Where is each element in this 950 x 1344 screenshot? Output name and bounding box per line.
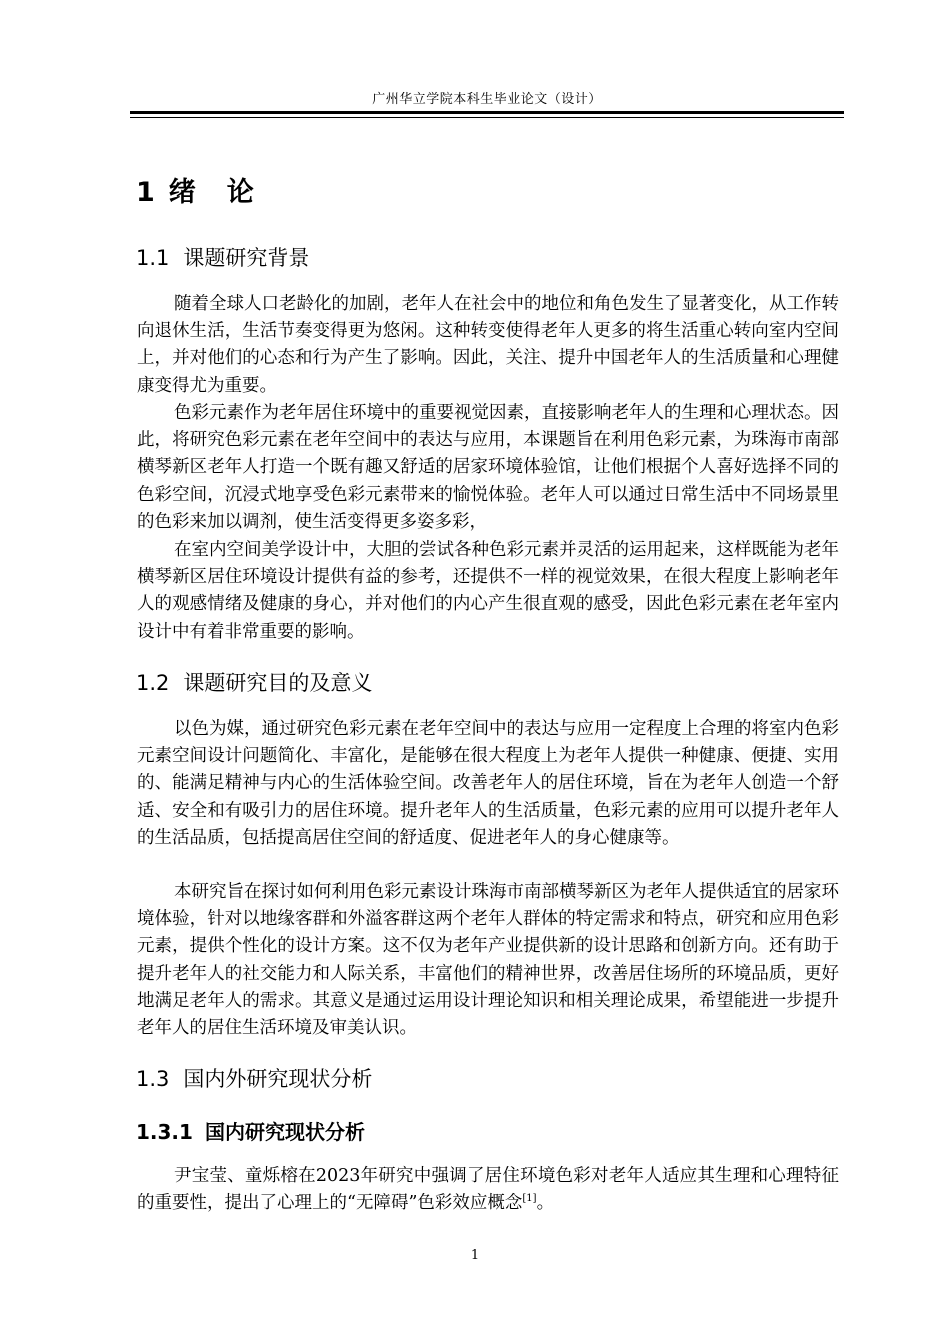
chapter-title-text: 绪 论 bbox=[168, 177, 256, 208]
subsection-title-text: 国内研究现状分析 bbox=[204, 1120, 365, 1144]
section-title-1-2 bbox=[136, 667, 372, 697]
paragraph: 本研究旨在探讨如何利用色彩元素设计珠海市南部横琴新区为老年人提供适宜的居家环境体验，针对以地缘客群和外溢客群这两个老年人群体的特定需求和特点，研究和应用色彩元素，提供个性化的设计方案。这不仅为老年产业提供新的设计思路和创新方向。还有助于提升老年人的社交能力和人际关系，丰富他们的精神世界，改善居住场所的环境品质，更好地满足老年人的需求。其意义是通过运用设计理论知识和相关理论成果，希望能进一步提升老年人的居住生活环境及审美认识。 bbox=[137, 882, 839, 1039]
section-title-text: 课题研究背景 bbox=[183, 246, 310, 270]
page-header: 广州华立学院本科生毕业论文（设计） bbox=[372, 92, 602, 107]
section-title-1-1 bbox=[136, 242, 309, 272]
paragraph: 随着全球人口老龄化的加剧，老年人在社会中的地位和角色发生了显著变化，从工作转向退休生活，生活节奏变得更为悠闲。这种转变使得老年人更多的将生活重心转向室内空间上，并对他们的心态和行为产生了影响。因此，关注、提升中国老年人的生活质量和心理健康变得尤为重要。 bbox=[137, 294, 839, 396]
subsection-number: 1.3.1 bbox=[136, 1120, 193, 1144]
chapter-number: 1 bbox=[136, 177, 157, 208]
paragraph-text: 尹宝莹、童烁榕在2023年研究中强调了居住环境色彩对老年人适应其生理和心理特征的重要性，提出了心理上的“无障碍”色彩效应概念 bbox=[137, 1166, 839, 1214]
paragraph-end: 。 bbox=[536, 1193, 555, 1214]
page-number: 1 bbox=[470, 1248, 480, 1263]
paragraph: 色彩元素作为老年居住环境中的重要视觉因素，直接影响老年人的生理和心理状态。因此，将研究色彩元素在老年空间中的表达与应用，本课题旨在利用色彩元素，为珠海市南部横琴新区老年人打造一个既有趣又舒适的居家环境体验馆，让他们根据个人喜好选择不同的色彩空间，沉浸式地享受色彩元素带来的愉悦体验。老年人可以通过日常生活中不同场景里的色彩来加以调剂，使生活变得更多姿多彩， bbox=[137, 403, 839, 532]
header-rule-thick bbox=[130, 111, 844, 114]
section-title-text: 国内外研究现状分析 bbox=[183, 1067, 373, 1091]
section-title-text: 课题研究目的及意义 bbox=[183, 671, 373, 695]
section-title-1-3 bbox=[136, 1063, 372, 1093]
section-number: 1.1 bbox=[136, 246, 170, 270]
section-number: 1.2 bbox=[136, 671, 170, 695]
paragraph bbox=[137, 1163, 839, 1217]
paragraph: 在室内空间美学设计中，大胆的尝试各种色彩元素并灵活的运用起来，这样既能为老年横琴新区居住环境设计提供有益的参考，还提供不一样的视觉效果，在很大程度上影响老年人的观感情绪及健康的身心，并对他们的内心产生很直观的感受，因此色彩元素在老年室内设计中有着非常重要的影响。 bbox=[137, 540, 839, 642]
citation-link[interactable]: [1] bbox=[522, 1193, 537, 1205]
header-rule-thin bbox=[130, 117, 844, 118]
subsection-title-1-3-1 bbox=[136, 1116, 365, 1145]
paragraph: 以色为媒，通过研究色彩元素在老年空间中的表达与应用一定程度上合理的将室内色彩元素空间设计问题简化、丰富化，是能够在很大程度上为老年人提供一种健康、便捷、实用的、能满足精神与内心的生活体验空间。改善老年人的居住环境，旨在为老年人创造一个舒适、安全和有吸引力的居住环境。提升老年人的生活质量，色彩元素的应用可以提升老年人的生活品质，包括提高居住空间的舒适度、促进老年人的身心健康等。 bbox=[137, 719, 839, 848]
section-number: 1.3 bbox=[136, 1067, 170, 1091]
chapter-title bbox=[136, 170, 256, 209]
